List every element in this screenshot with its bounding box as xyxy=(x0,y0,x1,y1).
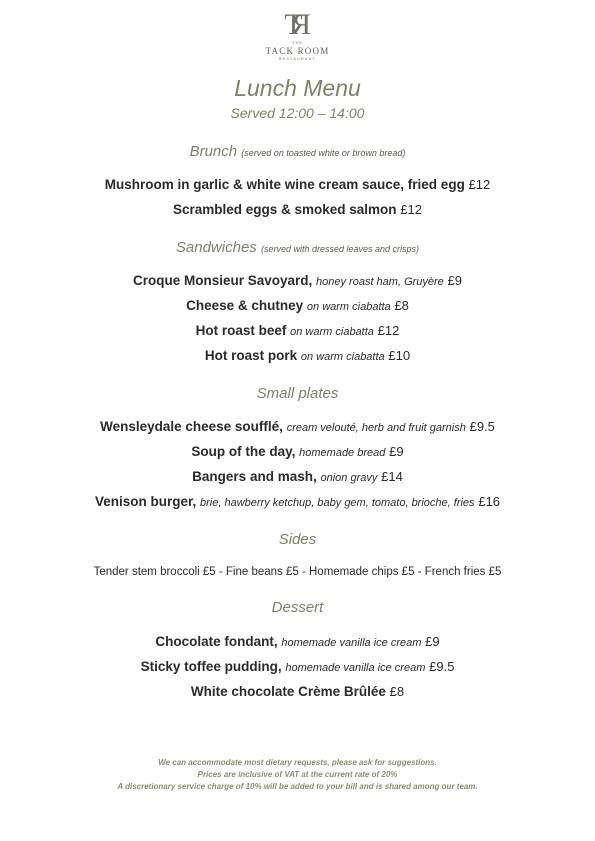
footer-service-note: A discretionary service charge of 10% will be added to your bill and is shared among our team. xyxy=(117,782,478,791)
menu-item xyxy=(0,633,595,652)
section-title-text: Dessert xyxy=(271,599,324,616)
item-name: White chocolate Crème Brûlée xyxy=(190,684,386,699)
item-description: homemade vanilla ice cream xyxy=(285,662,426,674)
section-note: (served on toasted white or brown bread) xyxy=(241,148,406,158)
item-price: £8 xyxy=(389,684,405,699)
item-name: Soup of the day, xyxy=(191,444,296,459)
item-description: homemade bread xyxy=(299,447,386,459)
menu-item xyxy=(0,272,595,291)
item-name: Chocolate fondant, xyxy=(155,634,278,649)
section-title-text: Sandwiches xyxy=(175,239,257,256)
logo-monogram xyxy=(0,10,595,40)
logo-monogram-t: T xyxy=(284,8,297,41)
item-price: £12 xyxy=(400,202,423,217)
item-name: Hot roast beef xyxy=(195,323,287,338)
section-title-text: Sides xyxy=(278,531,317,548)
item-price: £9 xyxy=(425,634,440,649)
logo-the: THE xyxy=(292,40,303,45)
item-name: Wensleydale cheese soufflé, xyxy=(100,419,283,434)
item-name: Bangers and mash, xyxy=(192,469,317,484)
item-description: on warm ciabatta xyxy=(290,326,374,338)
item-description: homemade vanilla ice cream xyxy=(281,637,422,649)
menu-item xyxy=(0,493,595,512)
logo-subtitle: RESTAURANT xyxy=(278,57,317,61)
section-title-dessert xyxy=(0,598,595,618)
item-price: £12 xyxy=(377,323,400,338)
menu-item xyxy=(0,658,595,677)
section-title-text: Small plates xyxy=(256,385,339,402)
item-name: Cheese & chutney xyxy=(186,298,304,313)
menu-item xyxy=(0,176,595,194)
item-price: £9.5 xyxy=(469,419,495,434)
item-price: £14 xyxy=(381,469,403,484)
item-description: cream velouté, herb and fruit garnish xyxy=(286,422,466,434)
section-title-sides xyxy=(0,530,595,550)
item-name: Sticky toffee pudding, xyxy=(140,659,282,674)
menu-item xyxy=(0,468,595,487)
section-title-small-plates xyxy=(0,384,595,404)
item-price: £9 xyxy=(447,273,463,288)
footer-dietary-note: We can accommodate most dietary requests, please ask for suggestions. xyxy=(158,758,437,767)
item-name: Hot roast pork xyxy=(204,348,298,363)
item-name: Venison burger, xyxy=(94,494,197,509)
section-title-text: Brunch xyxy=(189,143,238,160)
item-description: on warm ciabatta xyxy=(300,351,385,363)
sides-list: Tender stem broccoli £5 - Fine beans £5 - Homemade chips £5 - French fries £5 xyxy=(93,566,502,578)
item-description: brie, hawberry ketchup, baby gem, tomato, brioche, fries xyxy=(200,497,475,509)
item-price: £16 xyxy=(478,494,501,509)
item-price: £10 xyxy=(388,348,411,363)
item-price: £8 xyxy=(394,298,409,313)
menu-item xyxy=(10,347,595,366)
served-times: Served 12:00 – 14:00 xyxy=(230,105,365,121)
menu-item xyxy=(0,322,595,341)
item-name: Scrambled eggs & smoked salmon xyxy=(172,202,397,217)
item-price: £12 xyxy=(468,177,491,192)
menu-title: Lunch Menu xyxy=(234,75,361,101)
item-description: honey roast ham, Gruyère xyxy=(316,276,444,288)
menu-item xyxy=(0,683,595,701)
section-title-sandwiches xyxy=(0,238,595,259)
menu-item xyxy=(0,201,595,219)
section-title-brunch xyxy=(0,142,595,163)
menu-item xyxy=(0,297,595,316)
logo-name: TACK ROOM xyxy=(265,46,330,56)
footer-vat-note: Prices are inclusive of VAT at the current rate of 20% xyxy=(197,770,398,779)
item-description: on warm ciabatta xyxy=(306,301,391,313)
item-price: £9 xyxy=(389,444,404,459)
logo-monogram-r: R xyxy=(296,8,311,41)
menu-item xyxy=(0,418,595,437)
menu-item xyxy=(0,443,595,462)
item-description: onion gravy xyxy=(320,472,378,484)
section-note: (served with dressed leaves and crisps) xyxy=(260,244,420,254)
item-name: Croque Monsieur Savoyard, xyxy=(132,273,313,288)
item-name: Mushroom in garlic & white wine cream sauce, fried egg xyxy=(104,177,465,192)
item-price: £9.5 xyxy=(429,659,455,674)
